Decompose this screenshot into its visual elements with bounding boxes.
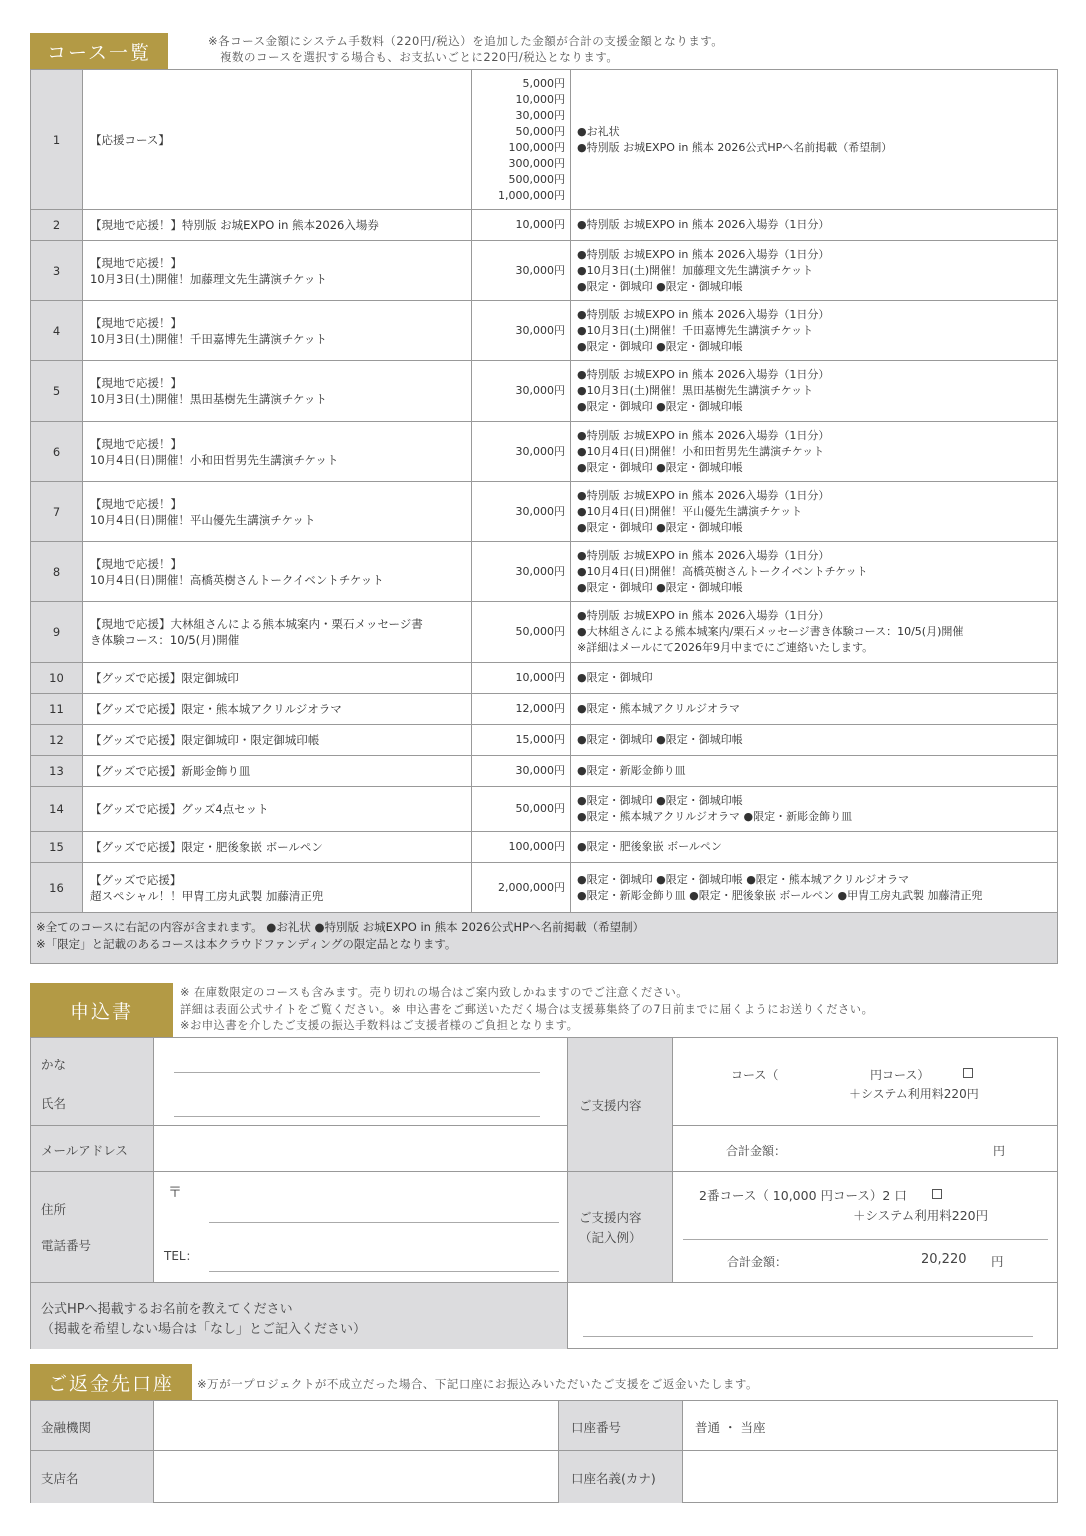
application-note-line: ※ 在庫数限定のコースも含みます。売り切れの場合はご案内致しかねますのでご注意ください。 [180, 986, 689, 999]
course-row [31, 663, 1057, 694]
course-price [472, 241, 571, 300]
course-name-line: 【現地で応援！】 [90, 255, 182, 270]
course-number: 7 [31, 482, 83, 541]
course-returns [571, 863, 1057, 912]
phone-label: 電話番号 [41, 1238, 92, 1253]
course-returns-line: ●10月3日(土)開催！黒田基樹先生講演チケット [577, 384, 814, 397]
course-price-line: 10,000円 [515, 92, 565, 106]
hp-name-line2: （掲載を希望しない場合は「なし」とご記入ください） [41, 1322, 367, 1337]
course-name [83, 210, 472, 240]
branch-label-cell [31, 1451, 154, 1503]
course-price [472, 602, 571, 662]
name-label-cell [31, 1038, 154, 1126]
course-name-line: 10月4日(日)開催！小和田哲男先生講演チケット [90, 452, 339, 467]
total-label: 合計金額： [726, 1144, 787, 1158]
course-list-title: コース一覧 [30, 33, 168, 69]
email-label-cell [31, 1126, 154, 1172]
tel-input-line[interactable] [209, 1271, 559, 1272]
course-returns [571, 70, 1057, 209]
course-price-line: 30,000円 [515, 384, 565, 397]
example-cell [673, 1172, 1058, 1283]
course-price-line: 30,000円 [515, 263, 565, 277]
example-divider [683, 1239, 1048, 1240]
bank-input-cell[interactable] [154, 1401, 559, 1451]
course-name-line: 【グッズで応援】限定・肥後象嵌 ボールペン [90, 840, 323, 854]
refund-title: ご返金先口座 [30, 1364, 192, 1400]
course-note-line: ※各コース金額にシステム手数料（220円/税込）を追加した金額が合計の支援金額となります。 [208, 34, 724, 48]
course-price [472, 542, 571, 601]
address-input-cell[interactable] [154, 1172, 568, 1283]
course-number: 3 [31, 241, 83, 300]
course-row [31, 725, 1057, 756]
course-number: 8 [31, 542, 83, 601]
course-returns [571, 694, 1057, 724]
course-row [31, 602, 1057, 663]
kana-input-line[interactable] [174, 1072, 540, 1073]
course-price [472, 301, 571, 360]
account-name-label-cell [559, 1451, 683, 1503]
course-returns-line: ●限定・御城印 ●限定・御城印帳 [577, 794, 743, 807]
refund-note-text: ※万が一プロジェクトが不成立だった場合、下記口座にお振込みいただいたご支援をご返金いたします。 [197, 1377, 758, 1391]
course-price-line: 15,000円 [515, 733, 565, 746]
course-price [472, 210, 571, 240]
course-price [472, 422, 571, 481]
course-returns-line: ●限定・御城印 ●限定・御城印帳 [577, 279, 743, 293]
course-row [31, 787, 1057, 832]
course-returns-line: ●特別版 お城EXPO in 熊本 2026入場券（1日分） [577, 368, 830, 381]
bank-label: 金融機関 [41, 1420, 92, 1435]
course-note-line: 複数のコースを選択する場合も、お支払いごとに220円/税込となります。 [208, 50, 619, 64]
course-returns-line: ●限定・御城印 ●限定・御城印帳 [577, 733, 743, 746]
support-label-cell [568, 1038, 673, 1172]
hp-name-label-cell [31, 1283, 568, 1349]
course-name [83, 482, 472, 541]
system-fee: ＋システム利用料220円 [849, 1087, 979, 1101]
course-number: 1 [31, 70, 83, 209]
course-returns [571, 361, 1057, 421]
course-price-line: 1,000,000円 [498, 188, 565, 202]
total-yen: 円 [993, 1144, 1006, 1158]
example-yen: 円 [991, 1254, 1004, 1269]
example-course: 2番コース（ 10,000 円コース）2 口 [699, 1188, 907, 1203]
course-name-line: 10月3日(土)開催！黒田基樹先生講演チケット [90, 392, 327, 406]
course-name [83, 756, 472, 786]
course-price-line: 2,000,000円 [498, 880, 565, 894]
course-returns-line: ●10月4日(日)開催！平山優先生講演チケット [577, 504, 803, 518]
course-price-line: 5,000円 [522, 76, 565, 90]
course-returns [571, 542, 1057, 601]
course-name-line: 10月4日(日)開催！高橋英樹さんトークイベントチケット [90, 572, 384, 587]
postal-mark: 〒 [168, 1185, 182, 1201]
course-price [472, 863, 571, 912]
name-input-line[interactable] [174, 1116, 540, 1117]
course-name-line: 10月4日(日)開催！平山優先生講演チケット [90, 512, 316, 527]
course-number: 9 [31, 602, 83, 662]
course-returns-line: ●限定・熊本城アクリルジオラマ ●限定・新彫金飾り皿 [577, 810, 853, 823]
course-returns [571, 301, 1057, 360]
course-price-line: 30,000円 [515, 764, 565, 777]
course-returns [571, 756, 1057, 786]
course-name-line: 【グッズで応援】限定・熊本城アクリルジオラマ [90, 702, 342, 716]
course-name [83, 361, 472, 421]
course-name-line: 【現地で応援！】 [90, 315, 182, 330]
course-name-line: 【現地で応援】大林組さんによる熊本城案内・栗石メッセージ書 [90, 617, 423, 631]
hp-name-line1: 公式HPへ掲載するお名前を教えてください [41, 1302, 293, 1317]
course-name-line: 超スペシャル！！甲冑工房丸武製 加藤清正兜 [90, 888, 324, 903]
course-price-line: 100,000円 [508, 840, 565, 853]
course-price [472, 361, 571, 421]
course-table-footer [31, 913, 1057, 963]
course-number: 4 [31, 301, 83, 360]
course-name-line: 【応援コース】 [90, 132, 170, 147]
course-price [472, 832, 571, 862]
course-line-prefix: コース（ [731, 1068, 779, 1082]
course-price [472, 787, 571, 831]
course-name-line: 【グッズで応援】グッズ4点セット [90, 802, 269, 816]
course-returns-line: ●特別版 お城EXPO in 熊本 2026入場券（1日分） [577, 218, 830, 231]
course-number: 6 [31, 422, 83, 481]
example-checkbox [932, 1189, 942, 1199]
course-returns-line: ●10月4日(日)開催！小和田哲男先生講演チケット [577, 444, 825, 458]
refund-note [197, 1376, 758, 1392]
course-name-line: 【現地で応援！】 [90, 436, 182, 451]
course-returns-line: ●10月3日(土)開催！加藤理文先生講演チケット [577, 263, 814, 277]
course-rows [31, 70, 1057, 913]
course-returns-line: ●特別版 お城EXPO in 熊本 2026入場券（1日分） [577, 609, 830, 622]
course-price-line: 12,000円 [515, 702, 565, 715]
course-name [83, 663, 472, 693]
example-total-label: 合計金額： [727, 1255, 788, 1269]
course-returns-line: ●限定・御城印 ●限定・御城印帳 [577, 580, 743, 594]
course-returns-line: ●お礼状 [577, 124, 620, 138]
course-row [31, 482, 1057, 542]
account-number-label-cell [559, 1401, 683, 1451]
course-checkbox[interactable] [963, 1068, 973, 1078]
course-name [83, 301, 472, 360]
application-note-line: ※お申込書を介したご支援の振込手数料はご支援者様のご負担となります。 [180, 1019, 579, 1032]
course-returns-line: ●限定・御城印 ●限定・御城印帳 [577, 520, 743, 534]
course-row [31, 542, 1057, 602]
branch-label: 支店名 [41, 1471, 79, 1486]
course-returns-line: ●10月4日(日)開催！高橋英樹さんトークイベントチケット [577, 564, 868, 578]
course-returns-line: ●限定・御城印 [577, 671, 653, 684]
course-returns-line: ●特別版 お城EXPO in 熊本 2026入場券（1日分） [577, 307, 830, 321]
bank-label-cell [31, 1401, 154, 1451]
name-input-cell[interactable] [154, 1038, 568, 1126]
course-row [31, 241, 1057, 301]
course-row [31, 361, 1057, 422]
support-label: ご支援内容 [579, 1098, 642, 1113]
course-name [83, 694, 472, 724]
course-number: 2 [31, 210, 83, 240]
course-number: 15 [31, 832, 83, 862]
course-name [83, 787, 472, 831]
course-price-line: 50,000円 [515, 124, 565, 138]
course-name-line: 【グッズで応援】限定御城印・限定御城印帳 [90, 733, 320, 747]
course-returns [571, 210, 1057, 240]
support-total-cell[interactable] [673, 1126, 1058, 1172]
course-number: 13 [31, 756, 83, 786]
course-price [472, 482, 571, 541]
course-name-line: き体験コース：10/5(月)開催 [90, 633, 240, 647]
tel-label: TEL： [164, 1249, 198, 1263]
address-label-cell [31, 1172, 154, 1283]
course-returns [571, 482, 1057, 541]
course-price-line: 10,000円 [515, 671, 565, 684]
course-price [472, 70, 571, 209]
course-table [30, 69, 1058, 964]
course-returns-line: ●大林組さんによる熊本城案内/栗石メッセージ書き体験コース：10/5(月)開催 [577, 625, 964, 638]
application-notes [180, 985, 873, 1035]
course-returns [571, 725, 1057, 755]
course-name-line: 【現地で応援！】 [90, 376, 182, 390]
course-returns-line: ●特別版 お城EXPO in 熊本 2026入場券（1日分） [577, 428, 830, 442]
course-number: 10 [31, 663, 83, 693]
course-row [31, 301, 1057, 361]
course-price-line: 500,000円 [508, 172, 565, 186]
name-label: 氏名 [41, 1096, 67, 1111]
address-label: 住所 [41, 1202, 67, 1217]
support-course-cell[interactable] [673, 1038, 1058, 1126]
course-returns-line: ●特別版 お城EXPO in 熊本 2026公式HPへ名前掲載（希望制） [577, 140, 893, 154]
course-price [472, 725, 571, 755]
course-row [31, 832, 1057, 863]
course-list-notes [208, 33, 723, 65]
course-price-line: 50,000円 [515, 625, 565, 638]
example-label: ご支援内容 [579, 1210, 642, 1225]
course-name [83, 863, 472, 912]
kana-label: かな [41, 1057, 67, 1072]
footer-line: ※全てのコースに右記の内容が含まれます。 ●お礼状 ●特別版 お城EXPO in 熊本 2026公式HPへ名前掲載（希望制） [36, 920, 645, 934]
course-price-line: 30,000円 [515, 323, 565, 337]
course-price-line: 300,000円 [508, 156, 565, 170]
email-input-cell[interactable] [154, 1126, 568, 1172]
course-name-line: 【現地で応援！】特別版 お城EXPO in 熊本2026入場券 [90, 218, 379, 232]
course-returns-line: ●限定・新彫金飾り皿 ●限定・肥後象嵌 ボールペン ●甲冑工房丸武製 加藤清正兜 [577, 888, 983, 902]
course-returns [571, 832, 1057, 862]
course-price-line: 50,000円 [515, 802, 565, 815]
course-returns-line: ●限定・御城印 ●限定・御城印帳 [577, 339, 743, 353]
course-price-line: 30,000円 [515, 444, 565, 458]
account-number-label: 口座番号 [571, 1420, 622, 1435]
course-price-line: 30,000円 [515, 108, 565, 122]
footer-line: ※「限定」と記載のあるコースは本クラウドファンディングの限定品となります。 [36, 937, 457, 951]
course-name-line: 【グッズで応援】限定御城印 [90, 671, 239, 685]
application-note-line: 詳細は表面公式サイトをご覧ください。※ 申込書をご郵送いただく場合は支援募集終了の7日前までに届くようにお送りください。 [180, 1002, 874, 1016]
hp-name-input-line[interactable] [583, 1336, 1033, 1337]
course-returns-line: ●限定・新彫金飾り皿 [577, 764, 686, 777]
course-row [31, 863, 1057, 913]
course-price [472, 694, 571, 724]
example-total-value: 20,220 [921, 1252, 967, 1267]
course-returns-line: ●特別版 お城EXPO in 熊本 2026入場券（1日分） [577, 488, 830, 502]
course-row [31, 694, 1057, 725]
course-name [83, 725, 472, 755]
course-name [83, 602, 472, 662]
refund-form [30, 1400, 1058, 1503]
course-returns-line: ●特別版 お城EXPO in 熊本 2026入場券（1日分） [577, 247, 830, 261]
course-price-line: 30,000円 [515, 564, 565, 578]
email-label: メールアドレス [41, 1143, 128, 1158]
course-returns [571, 241, 1057, 300]
course-number: 16 [31, 863, 83, 912]
course-returns-line: ●限定・御城印 ●限定・御城印帳 [577, 460, 743, 474]
course-name-line: 【現地で応援！】 [90, 496, 182, 511]
course-name-line: 【現地で応援！】 [90, 556, 182, 571]
course-price-line: 30,000円 [515, 504, 565, 518]
address-input-line[interactable] [209, 1222, 559, 1223]
course-name [83, 70, 472, 209]
course-price [472, 663, 571, 693]
course-name [83, 241, 472, 300]
account-name-input-cell[interactable] [683, 1451, 1058, 1503]
course-name [83, 422, 472, 481]
course-returns-line: ●限定・御城印 ●限定・御城印帳 ●限定・熊本城アクリルジオラマ [577, 872, 910, 886]
example-fee: ＋システム利用料220円 [853, 1208, 989, 1223]
course-row [31, 210, 1057, 241]
course-name-line: 10月3日(土)開催！千田嘉博先生講演チケット [90, 331, 327, 346]
course-row [31, 422, 1057, 482]
course-returns-line: ●限定・肥後象嵌 ボールペン [577, 840, 722, 853]
course-number: 11 [31, 694, 83, 724]
course-row [31, 756, 1057, 787]
account-name-label: 口座名義(カナ) [571, 1471, 656, 1486]
course-number: 14 [31, 787, 83, 831]
course-price [472, 756, 571, 786]
course-returns-line: ●特別版 お城EXPO in 熊本 2026入場券（1日分） [577, 548, 830, 562]
example-label-cell [568, 1172, 673, 1283]
course-name [83, 832, 472, 862]
course-returns-line: ※詳細はメールにて2026年9月中までにご連絡いたします。 [577, 641, 874, 654]
course-returns [571, 602, 1057, 662]
course-returns [571, 422, 1057, 481]
account-type-options[interactable]: 普通 ・ 当座 [695, 1420, 766, 1435]
course-returns-line: ●限定・御城印 ●限定・御城印帳 [577, 400, 743, 413]
course-number: 5 [31, 361, 83, 421]
course-row [31, 70, 1057, 210]
course-price-line: 10,000円 [515, 218, 565, 231]
course-returns [571, 663, 1057, 693]
hp-name-input-cell[interactable] [568, 1283, 1058, 1349]
course-line-suffix: 円コース） [870, 1068, 930, 1082]
course-name-line: 10月3日(土)開催！加藤理文先生講演チケット [90, 271, 327, 286]
course-returns-line: ●10月3日(土)開催！千田嘉博先生講演チケット [577, 323, 814, 337]
course-name-line: 【グッズで応援】新彫金飾り皿 [90, 764, 251, 778]
course-number: 12 [31, 725, 83, 755]
application-form [30, 1037, 1058, 1349]
account-number-input-cell[interactable] [683, 1401, 1058, 1451]
course-price-line: 100,000円 [508, 140, 565, 154]
application-title: 申込書 [30, 983, 173, 1037]
branch-input-cell[interactable] [154, 1451, 559, 1503]
course-returns-line: ●限定・熊本城アクリルジオラマ [577, 702, 740, 715]
course-returns [571, 787, 1057, 831]
example-sub-label: （記入例） [579, 1230, 642, 1245]
course-name [83, 542, 472, 601]
course-name-line: 【グッズで応援】 [90, 872, 182, 887]
